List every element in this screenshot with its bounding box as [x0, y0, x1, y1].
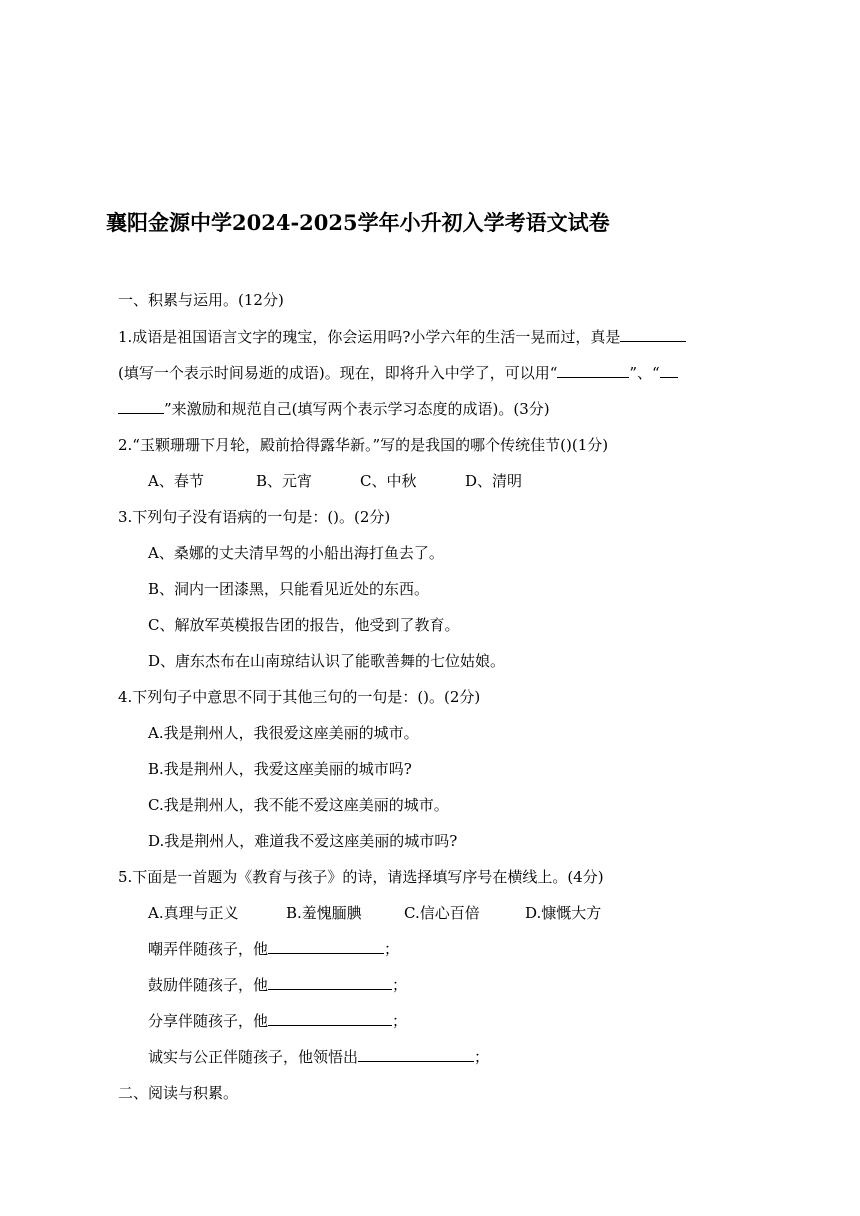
q4-option-c[interactable]: C.我是荆州人，我不能不爱这座美丽的城市。	[148, 796, 449, 814]
q1-blank-2[interactable]	[557, 363, 629, 378]
q5-options	[148, 903, 601, 923]
q1-line-1	[118, 327, 686, 347]
q1-text-1: 1.成语是祖国语言文字的瑰宝，你会运用吗?小学六年的生活一晃而过，真是	[118, 328, 621, 346]
q2-options	[148, 471, 522, 491]
q3-stem: 3.下列句子没有语病的一句是：()。(2分)	[118, 508, 391, 526]
q5-line-1-end: ；	[384, 940, 400, 958]
q2-option-c[interactable]: C、中秋	[360, 472, 417, 490]
q1-line-3	[118, 399, 550, 419]
q5-line-4	[148, 1047, 489, 1067]
q2-option-d[interactable]: D、清明	[465, 472, 523, 490]
q5-option-d[interactable]: D.慷慨大方	[525, 904, 602, 922]
q3-option-b[interactable]: B、洞内一团漆黑，只能看见近处的东西。	[148, 580, 430, 598]
q5-line-4-end: ；	[474, 1048, 490, 1066]
q5-blank-3[interactable]	[268, 1011, 392, 1026]
q5-blank-1[interactable]	[268, 939, 384, 954]
q1-text-2a: (填写一个表示时间易逝的成语)。现在，即将升入中学了，可以用“	[118, 364, 558, 382]
q1-blank-3-end[interactable]	[118, 399, 164, 414]
q5-line-1	[148, 939, 399, 959]
q5-blank-2[interactable]	[268, 975, 392, 990]
q5-blank-4[interactable]	[358, 1047, 474, 1062]
q4-stem: 4.下列句子中意思不同于其他三句的一句是：()。(2分)	[118, 688, 481, 706]
section-1-heading: 一、积累与运用。(12分)	[118, 291, 284, 309]
q1-blank-1[interactable]	[620, 327, 686, 342]
q5-line-4-text: 诚实与公正伴随孩子，他领悟出	[148, 1048, 359, 1066]
q2-option-a[interactable]: A、春节	[148, 472, 204, 490]
q3-option-a[interactable]: A、桑娜的丈夫清早驾的小船出海打鱼去了。	[148, 544, 444, 562]
q5-line-1-text: 嘲弄伴随孩子，他	[148, 940, 269, 958]
q5-line-2-text: 鼓励伴随孩子，他	[148, 976, 269, 994]
q4-option-a[interactable]: A.我是荆州人，我很爱这座美丽的城市。	[148, 724, 419, 742]
q5-line-2	[148, 975, 407, 995]
q5-option-a[interactable]: A.真理与正义	[148, 904, 239, 922]
q5-option-b[interactable]: B.羞愧腼腆	[286, 904, 362, 922]
q4-option-b[interactable]: B.我是荆州人，我爱这座美丽的城市吗?	[148, 760, 412, 778]
q5-line-3-text: 分享伴随孩子，他	[148, 1012, 269, 1030]
q3-option-c[interactable]: C、解放军英模报告团的报告，他受到了教育。	[148, 616, 460, 634]
q1-text-2b: ”、“	[629, 364, 660, 382]
q2-option-b[interactable]: B、元宵	[256, 472, 313, 490]
exam-title: 襄阳金源中学2024-2025学年小升初入学考语文试卷	[106, 210, 610, 235]
q1-text-3: ”来激励和规范自己(填写两个表示学习态度的成语)。(3分)	[164, 400, 550, 418]
q5-line-3	[148, 1011, 407, 1031]
q3-option-d[interactable]: D、唐东杰布在山南琼结认识了能歌善舞的七位姑娘。	[148, 652, 506, 670]
q5-option-c[interactable]: C.信心百倍	[404, 904, 480, 922]
q5-line-2-end: ；	[392, 976, 408, 994]
q4-option-d[interactable]: D.我是荆州人，难道我不爱这座美丽的城市吗?	[148, 832, 458, 850]
q1-blank-3-start[interactable]	[660, 363, 678, 378]
q1-line-2	[118, 363, 678, 383]
q5-line-3-end: ；	[392, 1012, 408, 1030]
section-2-heading: 二、阅读与积累。	[118, 1084, 239, 1102]
q5-stem: 5.下面是一首题为《教育与孩子》的诗，请选择填写序号在横线上。(4分)	[118, 868, 604, 886]
q2-stem: 2.“玉颗珊珊下月轮，殿前拾得露华新。”写的是我国的哪个传统佳节()(1分)	[118, 436, 609, 454]
